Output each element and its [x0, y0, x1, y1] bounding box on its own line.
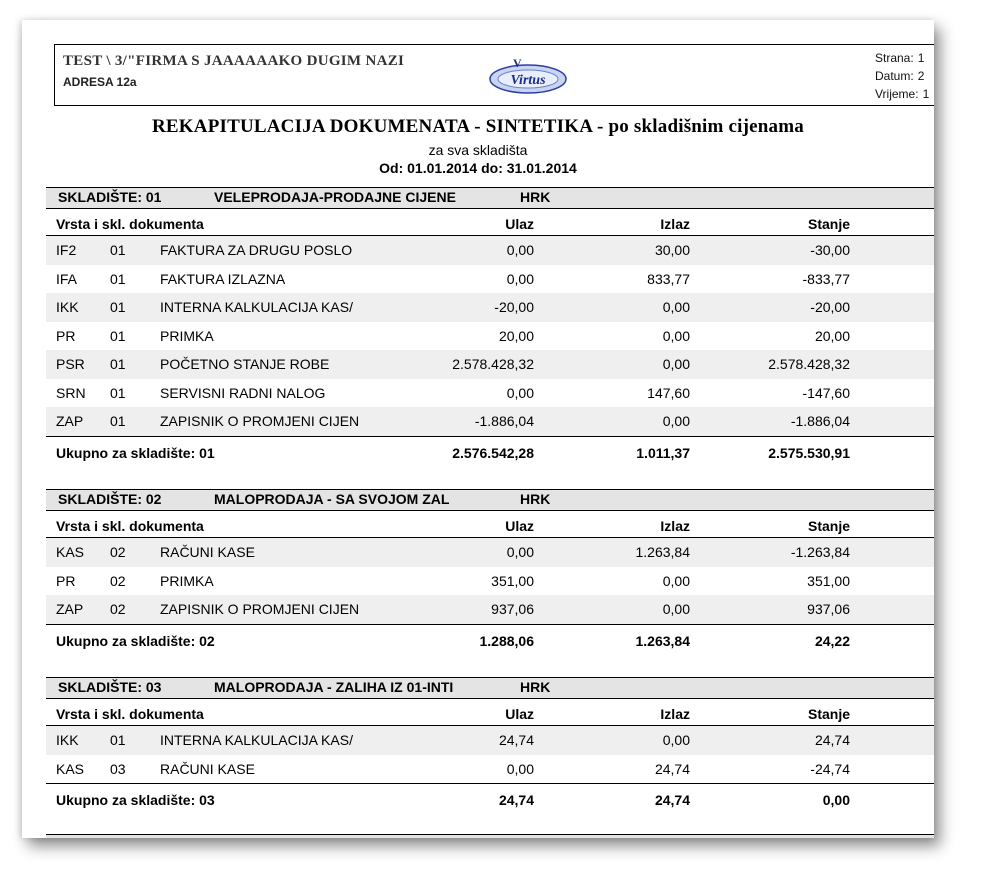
cell-in: 0,00 — [506, 544, 534, 560]
table-rows — [46, 726, 934, 783]
total-out: 1.011,37 — [636, 444, 690, 461]
cell-in: 351,00 — [491, 572, 534, 589]
col-in: Ulaz — [505, 518, 534, 534]
column-header — [46, 699, 934, 726]
cell-type: PR — [56, 327, 76, 344]
warehouse-currency: HRK — [520, 491, 551, 507]
col-doc: Vrsta i skl. dokumenta — [56, 706, 204, 722]
cell-bal: 937,06 — [807, 601, 850, 617]
date-value: 2 — [917, 69, 925, 83]
firm-address: ADRESA 12a — [63, 75, 137, 89]
date-label: Datum: — [875, 69, 914, 83]
cell-desc: ZAPISNIK O PROMJENI CIJEN — [160, 413, 360, 429]
warehouse-name: MALOPRODAJA - ZALIHA IZ 01-INTI — [214, 679, 454, 695]
cell-out: 30,00 — [654, 242, 690, 258]
cell-desc: INTERNA KALKULACIJA KAS/ — [160, 732, 353, 748]
total-label: Ukupno za skladište: 03 — [56, 792, 215, 808]
report-subtitle: za sva skladišta — [428, 142, 528, 158]
total-out: 1.263,84 — [635, 632, 690, 649]
cell-wh: 02 — [110, 601, 126, 617]
cell-out: 0,00 — [662, 572, 690, 589]
report-period: Od: 01.01.2014 do: 31.01.2014 — [379, 160, 577, 176]
cell-bal: 20,00 — [814, 327, 850, 344]
cell-type: KAS — [56, 760, 85, 777]
total-balance: 2.575.530,91 — [768, 444, 850, 461]
cell-bal: -833,77 — [802, 270, 850, 287]
warehouse-header — [46, 677, 934, 699]
table-row — [46, 293, 934, 322]
total-in: 2.576.542,28 — [452, 444, 534, 461]
report-page — [22, 20, 934, 838]
table-rows — [46, 236, 934, 436]
table-row — [46, 538, 934, 567]
table-row — [46, 755, 934, 784]
cell-bal: -24,74 — [810, 760, 850, 777]
cell-bal: 351,00 — [807, 572, 850, 589]
column-header — [46, 511, 934, 538]
cell-wh: 01 — [110, 413, 126, 429]
cell-in: 937,06 — [491, 601, 534, 617]
col-in: Ulaz — [505, 706, 534, 722]
warehouse-section-02 — [46, 489, 934, 657]
total-label: Ukupno za skladište: 02 — [56, 632, 215, 649]
cell-out: 0,00 — [662, 356, 690, 372]
cell-type: IFA — [56, 270, 78, 287]
cell-out: 0,00 — [662, 413, 690, 429]
cell-wh: 01 — [110, 384, 126, 401]
warehouse-name: MALOPRODAJA - SA SVOJOM ZAL — [214, 491, 450, 507]
cell-type: KAS — [56, 544, 85, 560]
cell-out: 0,00 — [662, 601, 690, 617]
warehouse-section-01 — [46, 187, 934, 469]
cell-out: 24,74 — [654, 760, 690, 777]
cell-wh: 02 — [110, 572, 126, 589]
cell-desc: PRIMKA — [160, 572, 214, 589]
col-out: Izlaz — [660, 706, 690, 722]
column-header — [46, 209, 934, 236]
cell-desc: ZAPISNIK O PROMJENI CIJEN — [160, 601, 360, 617]
table-row — [46, 595, 934, 624]
report-title: REKAPITULACIJA DOKUMENATA - SINTETIKA - po skladišnim cijenama — [152, 116, 804, 137]
table-row — [46, 726, 934, 755]
cell-wh: 01 — [110, 242, 126, 258]
table-row — [46, 236, 934, 265]
report-header — [54, 44, 934, 106]
cell-in: 0,00 — [506, 242, 534, 258]
col-balance: Stanje — [807, 706, 850, 722]
cell-wh: 03 — [110, 760, 126, 777]
cell-in: 0,00 — [506, 270, 534, 287]
cell-type: IKK — [56, 299, 79, 315]
cell-desc: SERVISNI RADNI NALOG — [160, 384, 326, 401]
table-row — [46, 350, 934, 379]
virtus-logo-icon — [487, 55, 569, 95]
warehouse-currency: HRK — [520, 679, 551, 695]
col-out: Izlaz — [660, 518, 690, 534]
cell-wh: 01 — [110, 327, 126, 344]
cell-out: 0,00 — [662, 732, 690, 748]
cell-desc: POČETNO STANJE ROBE — [160, 356, 330, 372]
cell-wh: 01 — [110, 299, 126, 315]
cell-in: 0,00 — [506, 760, 534, 777]
table-rows — [46, 538, 934, 624]
cell-bal: 2.578.428,32 — [768, 356, 850, 372]
warehouse-total — [46, 624, 934, 657]
cell-in: 20,00 — [498, 327, 534, 344]
time-label: Vrijeme: — [875, 87, 919, 101]
cell-out: 833,77 — [647, 270, 690, 287]
logo-text: Virtus — [510, 73, 546, 88]
cell-desc: PRIMKA — [160, 327, 214, 344]
col-balance: Stanje — [807, 518, 850, 534]
cell-in: -1.886,04 — [474, 413, 534, 429]
warehouse-label: SKLADIŠTE: 02 — [58, 491, 162, 507]
cell-out: 0,00 — [662, 327, 690, 344]
cell-type: SRN — [56, 384, 86, 401]
cell-bal: -1.263,84 — [790, 544, 850, 560]
cell-wh: 01 — [110, 732, 126, 748]
total-balance: 0,00 — [822, 792, 850, 808]
cell-desc: FAKTURA ZA DRUGU POSLO — [160, 242, 353, 258]
warehouse-label: SKLADIŠTE: 01 — [58, 189, 162, 205]
cell-desc: RAČUNI KASE — [160, 544, 255, 560]
total-label: Ukupno za skladište: 01 — [56, 444, 215, 461]
cell-type: PR — [56, 572, 76, 589]
cell-type: PSR — [56, 356, 85, 372]
total-out: 24,74 — [654, 792, 690, 808]
cell-desc: INTERNA KALKULACIJA KAS/ — [160, 299, 353, 315]
cell-wh: 01 — [110, 270, 126, 287]
next-section-edge — [46, 834, 934, 838]
table-row — [46, 567, 934, 596]
col-doc: Vrsta i skl. dokumenta — [56, 216, 204, 232]
cell-bal: -20,00 — [810, 299, 850, 315]
warehouse-header — [46, 489, 934, 511]
cell-type: ZAP — [56, 413, 84, 429]
svg-text:V: V — [513, 56, 522, 70]
total-balance: 24,22 — [814, 632, 850, 649]
warehouse-section-03 — [46, 677, 934, 816]
warehouse-currency: HRK — [520, 189, 551, 205]
cell-desc: RAČUNI KASE — [160, 760, 255, 777]
cell-wh: 02 — [110, 544, 126, 560]
total-in: 1.288,06 — [479, 632, 534, 649]
table-row — [46, 379, 934, 408]
warehouse-total — [46, 783, 934, 816]
warehouse-total — [46, 436, 934, 469]
cell-in: 2.578.428,32 — [452, 356, 534, 372]
col-doc: Vrsta i skl. dokumenta — [56, 518, 204, 534]
col-out: Izlaz — [660, 216, 690, 232]
cell-bal: -1.886,04 — [790, 413, 850, 429]
time-value: 1 — [922, 87, 930, 101]
cell-bal: -30,00 — [810, 242, 850, 258]
cell-out: 0,00 — [662, 299, 690, 315]
cell-out: 1.263,84 — [635, 544, 690, 560]
table-row — [46, 322, 934, 351]
firm-name: TEST \ 3/"FIRMA S JAAAAAAKO DUGIM NAZI — [63, 53, 405, 69]
cell-in: -20,00 — [494, 299, 534, 315]
cell-bal: -147,60 — [802, 384, 850, 401]
cell-in: 24,74 — [498, 732, 534, 748]
warehouse-header — [46, 187, 934, 209]
warehouse-label: SKLADIŠTE: 03 — [58, 679, 162, 695]
cell-wh: 01 — [110, 356, 126, 372]
col-balance: Stanje — [807, 216, 850, 232]
cell-in: 0,00 — [506, 384, 534, 401]
cell-type: IKK — [56, 732, 79, 748]
cell-type: ZAP — [56, 601, 84, 617]
total-in: 24,74 — [498, 792, 534, 808]
table-row — [46, 407, 934, 436]
col-in: Ulaz — [505, 216, 534, 232]
table-row — [46, 265, 934, 294]
cell-bal: 24,74 — [814, 732, 850, 748]
cell-type: IF2 — [56, 242, 77, 258]
cell-desc: FAKTURA IZLAZNA — [160, 270, 286, 287]
cell-out: 147,60 — [647, 384, 690, 401]
warehouse-name: VELEPRODAJA-PRODAJNE CIJENE — [214, 189, 456, 205]
report-meta — [875, 49, 929, 103]
page-value: 1 — [917, 51, 925, 65]
page-label: Strana: — [875, 51, 914, 65]
